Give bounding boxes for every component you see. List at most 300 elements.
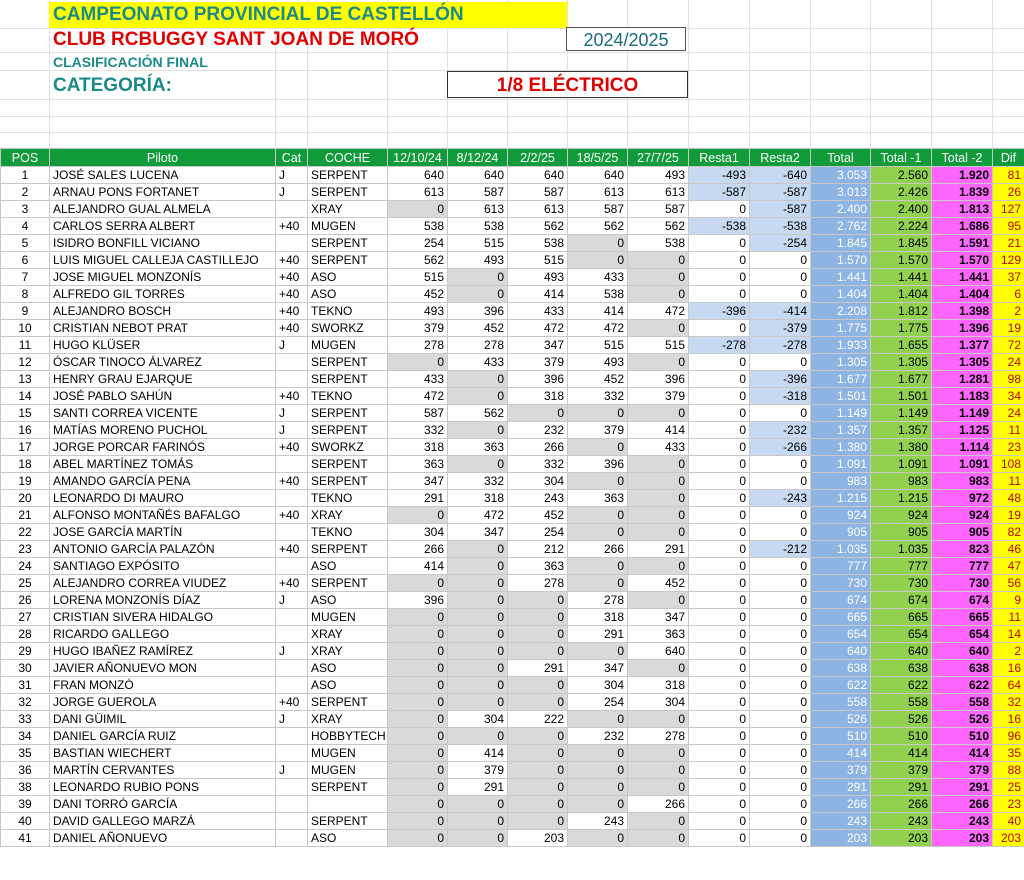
cell-resta2[interactable]: 0 bbox=[750, 745, 811, 762]
cell-total[interactable]: 640 bbox=[811, 643, 871, 660]
cell-total-1[interactable]: 2.400 bbox=[871, 201, 932, 218]
cell-race5[interactable]: 0 bbox=[628, 473, 689, 490]
cell-category[interactable]: J bbox=[276, 643, 308, 660]
cell-race5[interactable]: 515 bbox=[628, 337, 689, 354]
cell-total-2[interactable]: 1.398 bbox=[932, 303, 993, 320]
cell-race2[interactable]: 318 bbox=[448, 490, 508, 507]
cell-race1[interactable]: 493 bbox=[388, 303, 448, 320]
cell-resta2[interactable]: 0 bbox=[750, 507, 811, 524]
col-header-race4[interactable]: 18/5/25 bbox=[568, 149, 628, 167]
cell-race4[interactable]: 640 bbox=[568, 167, 628, 184]
cell-total[interactable]: 1.441 bbox=[811, 269, 871, 286]
cell-total-2[interactable]: 622 bbox=[932, 677, 993, 694]
cell-pilot-name[interactable]: ALFREDO GIL TORRES bbox=[50, 286, 276, 303]
cell-pos[interactable]: 39 bbox=[1, 796, 50, 813]
cell-race5[interactable]: 0 bbox=[628, 660, 689, 677]
cell-race3[interactable]: 232 bbox=[508, 422, 568, 439]
cell-pos[interactable]: 19 bbox=[1, 473, 50, 490]
cell-category[interactable] bbox=[276, 235, 308, 252]
cell-resta2[interactable]: 0 bbox=[750, 269, 811, 286]
cell-total[interactable]: 1.404 bbox=[811, 286, 871, 303]
cell-total[interactable]: 526 bbox=[811, 711, 871, 728]
cell-race5[interactable]: 0 bbox=[628, 456, 689, 473]
cell-race5[interactable]: 493 bbox=[628, 167, 689, 184]
cell-race2[interactable]: 396 bbox=[448, 303, 508, 320]
cell-car[interactable]: ASO bbox=[308, 558, 388, 575]
cell-pos[interactable]: 15 bbox=[1, 405, 50, 422]
cell-race1[interactable]: 0 bbox=[388, 626, 448, 643]
cell-car[interactable]: SERPENT bbox=[308, 779, 388, 796]
cell-car[interactable]: ASO bbox=[308, 269, 388, 286]
cell-total[interactable]: 291 bbox=[811, 779, 871, 796]
cell-category[interactable]: +40 bbox=[276, 286, 308, 303]
cell-race2[interactable]: 304 bbox=[448, 711, 508, 728]
cell-resta1[interactable]: 0 bbox=[689, 286, 750, 303]
cell-resta1[interactable]: 0 bbox=[689, 830, 750, 847]
cell-dif[interactable]: 19 bbox=[993, 320, 1024, 337]
cell-race4[interactable]: 515 bbox=[568, 337, 628, 354]
cell-total-1[interactable]: 2.560 bbox=[871, 167, 932, 184]
cell-car[interactable]: SERPENT bbox=[308, 813, 388, 830]
cell-race5[interactable]: 379 bbox=[628, 388, 689, 405]
cell-race3[interactable]: 0 bbox=[508, 405, 568, 422]
cell-race2[interactable]: 613 bbox=[448, 201, 508, 218]
cell-race4[interactable]: 562 bbox=[568, 218, 628, 235]
cell-race3[interactable]: 0 bbox=[508, 813, 568, 830]
cell-resta2[interactable]: -379 bbox=[750, 320, 811, 337]
cell-dif[interactable]: 6 bbox=[993, 286, 1024, 303]
cell-pos[interactable]: 5 bbox=[1, 235, 50, 252]
cell-race5[interactable]: 0 bbox=[628, 354, 689, 371]
cell-total-1[interactable]: 1.812 bbox=[871, 303, 932, 320]
cell-total[interactable]: 924 bbox=[811, 507, 871, 524]
cell-total-2[interactable]: 823 bbox=[932, 541, 993, 558]
cell-total-1[interactable]: 1.035 bbox=[871, 541, 932, 558]
cell-total-1[interactable]: 2.224 bbox=[871, 218, 932, 235]
cell-total-2[interactable]: 777 bbox=[932, 558, 993, 575]
cell-category[interactable] bbox=[276, 745, 308, 762]
cell-resta2[interactable]: -396 bbox=[750, 371, 811, 388]
cell-total-2[interactable]: 1.396 bbox=[932, 320, 993, 337]
cell-race5[interactable]: 452 bbox=[628, 575, 689, 592]
cell-race1[interactable]: 0 bbox=[388, 796, 448, 813]
cell-resta2[interactable]: 0 bbox=[750, 558, 811, 575]
cell-race1[interactable]: 0 bbox=[388, 745, 448, 762]
cell-pilot-name[interactable]: ABEL MARTÍNEZ TOMÁS bbox=[50, 456, 276, 473]
cell-total[interactable]: 1.933 bbox=[811, 337, 871, 354]
cell-pilot-name[interactable]: ANTONIO GARCÍA PALAZÓN bbox=[50, 541, 276, 558]
cell-race5[interactable]: 318 bbox=[628, 677, 689, 694]
cell-race1[interactable]: 0 bbox=[388, 507, 448, 524]
cell-race1[interactable]: 266 bbox=[388, 541, 448, 558]
cell-resta2[interactable]: -640 bbox=[750, 167, 811, 184]
cell-total-1[interactable]: 1.501 bbox=[871, 388, 932, 405]
cell-pilot-name[interactable]: ALEJANDRO BOSCH bbox=[50, 303, 276, 320]
cell-race1[interactable]: 304 bbox=[388, 524, 448, 541]
cell-pos[interactable]: 40 bbox=[1, 813, 50, 830]
cell-race3[interactable]: 0 bbox=[508, 643, 568, 660]
cell-race4[interactable]: 0 bbox=[568, 643, 628, 660]
cell-category[interactable]: +40 bbox=[276, 320, 308, 337]
cell-resta1[interactable]: 0 bbox=[689, 320, 750, 337]
cell-race2[interactable]: 278 bbox=[448, 337, 508, 354]
cell-total-1[interactable]: 291 bbox=[871, 779, 932, 796]
cell-pos[interactable]: 4 bbox=[1, 218, 50, 235]
cell-race4[interactable]: 291 bbox=[568, 626, 628, 643]
cell-race5[interactable]: 266 bbox=[628, 796, 689, 813]
cell-race4[interactable]: 0 bbox=[568, 830, 628, 847]
cell-total-1[interactable]: 622 bbox=[871, 677, 932, 694]
col-header-resta2[interactable]: Resta2 bbox=[750, 149, 811, 167]
cell-race1[interactable]: 0 bbox=[388, 660, 448, 677]
cell-race5[interactable]: 0 bbox=[628, 269, 689, 286]
cell-total-2[interactable]: 1.114 bbox=[932, 439, 993, 456]
cell-total[interactable]: 414 bbox=[811, 745, 871, 762]
cell-total-2[interactable]: 640 bbox=[932, 643, 993, 660]
cell-dif[interactable]: 11 bbox=[993, 473, 1024, 490]
cell-category[interactable]: +40 bbox=[276, 473, 308, 490]
cell-race3[interactable]: 396 bbox=[508, 371, 568, 388]
cell-car[interactable]: XRAY bbox=[308, 507, 388, 524]
cell-total[interactable]: 654 bbox=[811, 626, 871, 643]
cell-race2[interactable]: 0 bbox=[448, 371, 508, 388]
cell-total-2[interactable]: 1.686 bbox=[932, 218, 993, 235]
cell-resta1[interactable]: 0 bbox=[689, 541, 750, 558]
cell-race3[interactable]: 363 bbox=[508, 558, 568, 575]
cell-dif[interactable]: 98 bbox=[993, 371, 1024, 388]
cell-pos[interactable]: 28 bbox=[1, 626, 50, 643]
cell-dif[interactable]: 64 bbox=[993, 677, 1024, 694]
cell-total[interactable]: 1.380 bbox=[811, 439, 871, 456]
cell-pos[interactable]: 27 bbox=[1, 609, 50, 626]
cell-race5[interactable]: 0 bbox=[628, 813, 689, 830]
cell-race4[interactable]: 472 bbox=[568, 320, 628, 337]
cell-total-1[interactable]: 266 bbox=[871, 796, 932, 813]
cell-pos[interactable]: 31 bbox=[1, 677, 50, 694]
cell-category[interactable]: +40 bbox=[276, 252, 308, 269]
cell-race3[interactable]: 0 bbox=[508, 762, 568, 779]
cell-resta1[interactable]: 0 bbox=[689, 456, 750, 473]
cell-race1[interactable]: 0 bbox=[388, 677, 448, 694]
cell-total-2[interactable]: 1.839 bbox=[932, 184, 993, 201]
cell-race4[interactable]: 379 bbox=[568, 422, 628, 439]
cell-pilot-name[interactable]: HENRY GRAU EJARQUE bbox=[50, 371, 276, 388]
cell-dif[interactable]: 16 bbox=[993, 660, 1024, 677]
cell-race2[interactable]: 0 bbox=[448, 609, 508, 626]
cell-total-2[interactable]: 1.149 bbox=[932, 405, 993, 422]
cell-resta1[interactable]: 0 bbox=[689, 354, 750, 371]
cell-race1[interactable]: 254 bbox=[388, 235, 448, 252]
cell-pos[interactable]: 22 bbox=[1, 524, 50, 541]
cell-category[interactable]: J bbox=[276, 711, 308, 728]
cell-dif[interactable]: 24 bbox=[993, 405, 1024, 422]
cell-category[interactable]: J bbox=[276, 405, 308, 422]
cell-total-2[interactable]: 674 bbox=[932, 592, 993, 609]
cell-pilot-name[interactable]: AMANDO GARCÍA PENA bbox=[50, 473, 276, 490]
cell-dif[interactable]: 48 bbox=[993, 490, 1024, 507]
cell-resta2[interactable]: 0 bbox=[750, 405, 811, 422]
cell-race3[interactable]: 278 bbox=[508, 575, 568, 592]
cell-race5[interactable]: 347 bbox=[628, 609, 689, 626]
cell-pos[interactable]: 24 bbox=[1, 558, 50, 575]
cell-race3[interactable]: 433 bbox=[508, 303, 568, 320]
cell-car[interactable]: ASO bbox=[308, 830, 388, 847]
cell-race3[interactable]: 0 bbox=[508, 779, 568, 796]
cell-resta1[interactable]: 0 bbox=[689, 201, 750, 218]
cell-total-2[interactable]: 1.377 bbox=[932, 337, 993, 354]
cell-race3[interactable]: 266 bbox=[508, 439, 568, 456]
col-header-piloto[interactable]: Piloto bbox=[50, 149, 276, 167]
cell-race2[interactable]: 0 bbox=[448, 728, 508, 745]
cell-race3[interactable]: 212 bbox=[508, 541, 568, 558]
cell-pos[interactable]: 13 bbox=[1, 371, 50, 388]
cell-dif[interactable]: 25 bbox=[993, 779, 1024, 796]
cell-category[interactable]: J bbox=[276, 422, 308, 439]
cell-total[interactable]: 1.305 bbox=[811, 354, 871, 371]
col-header-race1[interactable]: 12/10/24 bbox=[388, 149, 448, 167]
cell-category[interactable] bbox=[276, 677, 308, 694]
cell-race2[interactable]: 0 bbox=[448, 677, 508, 694]
cell-total-2[interactable]: 1.281 bbox=[932, 371, 993, 388]
cell-dif[interactable]: 88 bbox=[993, 762, 1024, 779]
cell-car[interactable]: SERPENT bbox=[308, 167, 388, 184]
cell-resta1[interactable]: 0 bbox=[689, 575, 750, 592]
cell-car[interactable]: SERPENT bbox=[308, 575, 388, 592]
cell-pos[interactable]: 3 bbox=[1, 201, 50, 218]
col-header-race3[interactable]: 2/2/25 bbox=[508, 149, 568, 167]
cell-race4[interactable]: 0 bbox=[568, 252, 628, 269]
cell-race3[interactable]: 587 bbox=[508, 184, 568, 201]
cell-category[interactable] bbox=[276, 558, 308, 575]
cell-dif[interactable]: 14 bbox=[993, 626, 1024, 643]
cell-pilot-name[interactable]: JORGE GUEROLA bbox=[50, 694, 276, 711]
cell-pilot-name[interactable]: RICARDO GALLEGO bbox=[50, 626, 276, 643]
cell-dif[interactable]: 11 bbox=[993, 422, 1024, 439]
cell-pilot-name[interactable]: LEONARDO DI MAURO bbox=[50, 490, 276, 507]
cell-category[interactable] bbox=[276, 371, 308, 388]
cell-resta1[interactable]: 0 bbox=[689, 507, 750, 524]
cell-race1[interactable]: 318 bbox=[388, 439, 448, 456]
cell-category[interactable] bbox=[276, 626, 308, 643]
cell-resta1[interactable]: -538 bbox=[689, 218, 750, 235]
cell-race5[interactable]: 562 bbox=[628, 218, 689, 235]
cell-category[interactable] bbox=[276, 660, 308, 677]
cell-race4[interactable]: 0 bbox=[568, 575, 628, 592]
cell-dif[interactable]: 72 bbox=[993, 337, 1024, 354]
cell-resta2[interactable]: 0 bbox=[750, 592, 811, 609]
cell-total-2[interactable]: 379 bbox=[932, 762, 993, 779]
cell-resta2[interactable]: 0 bbox=[750, 694, 811, 711]
cell-race3[interactable]: 0 bbox=[508, 677, 568, 694]
cell-race5[interactable]: 0 bbox=[628, 762, 689, 779]
cell-pilot-name[interactable]: DANI TORRÓ GARCÍA bbox=[50, 796, 276, 813]
cell-car[interactable]: MUGEN bbox=[308, 337, 388, 354]
cell-race3[interactable]: 472 bbox=[508, 320, 568, 337]
cell-total[interactable]: 1.091 bbox=[811, 456, 871, 473]
cell-resta2[interactable]: 0 bbox=[750, 575, 811, 592]
cell-pilot-name[interactable]: ÓSCAR TINOCO ÁLVAREZ bbox=[50, 354, 276, 371]
cell-race3[interactable]: 0 bbox=[508, 796, 568, 813]
cell-race3[interactable]: 613 bbox=[508, 201, 568, 218]
cell-race5[interactable]: 291 bbox=[628, 541, 689, 558]
cell-resta1[interactable]: 0 bbox=[689, 524, 750, 541]
cell-race4[interactable]: 232 bbox=[568, 728, 628, 745]
cell-race1[interactable]: 0 bbox=[388, 813, 448, 830]
cell-race5[interactable]: 0 bbox=[628, 405, 689, 422]
cell-total[interactable]: 558 bbox=[811, 694, 871, 711]
cell-race3[interactable]: 562 bbox=[508, 218, 568, 235]
cell-pilot-name[interactable]: JAVIER AÑONUEVO MON bbox=[50, 660, 276, 677]
cell-race5[interactable]: 0 bbox=[628, 252, 689, 269]
cell-resta2[interactable]: -318 bbox=[750, 388, 811, 405]
cell-total[interactable]: 730 bbox=[811, 575, 871, 592]
cell-resta1[interactable]: 0 bbox=[689, 626, 750, 643]
cell-pos[interactable]: 38 bbox=[1, 779, 50, 796]
cell-total[interactable]: 1.570 bbox=[811, 252, 871, 269]
cell-car[interactable]: SERPENT bbox=[308, 456, 388, 473]
cell-race4[interactable]: 0 bbox=[568, 524, 628, 541]
cell-dif[interactable]: 23 bbox=[993, 439, 1024, 456]
cell-race4[interactable]: 613 bbox=[568, 184, 628, 201]
cell-category[interactable]: +40 bbox=[276, 541, 308, 558]
cell-race4[interactable]: 414 bbox=[568, 303, 628, 320]
col-header-race5[interactable]: 27/7/25 bbox=[628, 149, 689, 167]
cell-pilot-name[interactable]: ALEJANDRO CORREA VIUDEZ bbox=[50, 575, 276, 592]
cell-total-2[interactable]: 1.920 bbox=[932, 167, 993, 184]
cell-race1[interactable]: 379 bbox=[388, 320, 448, 337]
cell-resta1[interactable]: -396 bbox=[689, 303, 750, 320]
cell-total-2[interactable]: 266 bbox=[932, 796, 993, 813]
cell-race2[interactable]: 363 bbox=[448, 439, 508, 456]
cell-total-1[interactable]: 2.426 bbox=[871, 184, 932, 201]
cell-car[interactable]: SERPENT bbox=[308, 184, 388, 201]
cell-race2[interactable]: 414 bbox=[448, 745, 508, 762]
cell-dif[interactable]: 82 bbox=[993, 524, 1024, 541]
cell-resta2[interactable]: -587 bbox=[750, 184, 811, 201]
cell-race1[interactable]: 0 bbox=[388, 694, 448, 711]
cell-race5[interactable]: 363 bbox=[628, 626, 689, 643]
cell-total-1[interactable]: 203 bbox=[871, 830, 932, 847]
cell-resta2[interactable]: -278 bbox=[750, 337, 811, 354]
cell-race2[interactable]: 0 bbox=[448, 541, 508, 558]
cell-total-2[interactable]: 1.305 bbox=[932, 354, 993, 371]
cell-total-1[interactable]: 654 bbox=[871, 626, 932, 643]
cell-pilot-name[interactable]: LORENA MONZONÍS DÍAZ bbox=[50, 592, 276, 609]
cell-total[interactable]: 1.501 bbox=[811, 388, 871, 405]
cell-resta2[interactable]: -212 bbox=[750, 541, 811, 558]
cell-car[interactable]: MUGEN bbox=[308, 218, 388, 235]
cell-race3[interactable]: 318 bbox=[508, 388, 568, 405]
cell-resta2[interactable]: -254 bbox=[750, 235, 811, 252]
cell-dif[interactable]: 127 bbox=[993, 201, 1024, 218]
cell-race4[interactable]: 363 bbox=[568, 490, 628, 507]
cell-pos[interactable]: 25 bbox=[1, 575, 50, 592]
cell-race2[interactable]: 0 bbox=[448, 813, 508, 830]
cell-race2[interactable]: 0 bbox=[448, 694, 508, 711]
cell-pilot-name[interactable]: CARLOS SERRA ALBERT bbox=[50, 218, 276, 235]
cell-resta2[interactable]: 0 bbox=[750, 830, 811, 847]
cell-pilot-name[interactable]: MARTÍN CERVANTES bbox=[50, 762, 276, 779]
cell-race2[interactable]: 562 bbox=[448, 405, 508, 422]
cell-race3[interactable]: 332 bbox=[508, 456, 568, 473]
cell-car[interactable]: MUGEN bbox=[308, 745, 388, 762]
cell-total-1[interactable]: 730 bbox=[871, 575, 932, 592]
cell-total[interactable]: 983 bbox=[811, 473, 871, 490]
cell-race2[interactable]: 379 bbox=[448, 762, 508, 779]
cell-resta1[interactable]: 0 bbox=[689, 779, 750, 796]
cell-pilot-name[interactable]: JOSÉ SALES LUCENA bbox=[50, 167, 276, 184]
cell-race3[interactable]: 379 bbox=[508, 354, 568, 371]
cell-race4[interactable]: 0 bbox=[568, 711, 628, 728]
cell-race2[interactable]: 640 bbox=[448, 167, 508, 184]
cell-race2[interactable]: 291 bbox=[448, 779, 508, 796]
cell-resta2[interactable]: 0 bbox=[750, 252, 811, 269]
cell-total-2[interactable]: 1.441 bbox=[932, 269, 993, 286]
cell-category[interactable]: J bbox=[276, 184, 308, 201]
cell-dif[interactable]: 47 bbox=[993, 558, 1024, 575]
cell-total[interactable]: 379 bbox=[811, 762, 871, 779]
cell-category[interactable]: +40 bbox=[276, 507, 308, 524]
cell-resta1[interactable]: 0 bbox=[689, 660, 750, 677]
cell-total-1[interactable]: 1.357 bbox=[871, 422, 932, 439]
cell-race1[interactable]: 613 bbox=[388, 184, 448, 201]
cell-category[interactable]: J bbox=[276, 337, 308, 354]
cell-race2[interactable]: 433 bbox=[448, 354, 508, 371]
cell-pos[interactable]: 26 bbox=[1, 592, 50, 609]
cell-total-2[interactable]: 243 bbox=[932, 813, 993, 830]
cell-race4[interactable]: 396 bbox=[568, 456, 628, 473]
cell-total-1[interactable]: 1.570 bbox=[871, 252, 932, 269]
col-header-cat[interactable]: Cat bbox=[276, 149, 308, 167]
cell-race3[interactable]: 538 bbox=[508, 235, 568, 252]
cell-race5[interactable]: 0 bbox=[628, 524, 689, 541]
cell-total-1[interactable]: 924 bbox=[871, 507, 932, 524]
cell-race1[interactable]: 278 bbox=[388, 337, 448, 354]
cell-pilot-name[interactable]: DAVID GALLEGO MARZÁ bbox=[50, 813, 276, 830]
cell-race2[interactable]: 0 bbox=[448, 592, 508, 609]
cell-total-1[interactable]: 1.655 bbox=[871, 337, 932, 354]
cell-total[interactable]: 1.845 bbox=[811, 235, 871, 252]
cell-total-1[interactable]: 414 bbox=[871, 745, 932, 762]
cell-car[interactable]: SERPENT bbox=[308, 252, 388, 269]
cell-race1[interactable]: 0 bbox=[388, 728, 448, 745]
cell-resta2[interactable]: -538 bbox=[750, 218, 811, 235]
cell-dif[interactable]: 203 bbox=[993, 830, 1024, 847]
cell-race1[interactable]: 472 bbox=[388, 388, 448, 405]
cell-resta1[interactable]: 0 bbox=[689, 439, 750, 456]
cell-resta2[interactable]: 0 bbox=[750, 626, 811, 643]
cell-total-1[interactable]: 638 bbox=[871, 660, 932, 677]
cell-resta2[interactable]: 0 bbox=[750, 728, 811, 745]
cell-pos[interactable]: 9 bbox=[1, 303, 50, 320]
cell-race5[interactable]: 0 bbox=[628, 592, 689, 609]
cell-resta2[interactable]: 0 bbox=[750, 779, 811, 796]
cell-race5[interactable]: 0 bbox=[628, 779, 689, 796]
cell-total-1[interactable]: 674 bbox=[871, 592, 932, 609]
cell-race2[interactable]: 452 bbox=[448, 320, 508, 337]
cell-race5[interactable]: 304 bbox=[628, 694, 689, 711]
cell-car[interactable]: TEKNO bbox=[308, 303, 388, 320]
cell-resta1[interactable]: 0 bbox=[689, 745, 750, 762]
cell-total-1[interactable]: 1.441 bbox=[871, 269, 932, 286]
cell-resta2[interactable]: -243 bbox=[750, 490, 811, 507]
cell-race4[interactable]: 493 bbox=[568, 354, 628, 371]
cell-category[interactable] bbox=[276, 201, 308, 218]
cell-resta2[interactable]: 0 bbox=[750, 813, 811, 830]
cell-race4[interactable]: 332 bbox=[568, 388, 628, 405]
cell-pos[interactable]: 17 bbox=[1, 439, 50, 456]
cell-race5[interactable]: 0 bbox=[628, 558, 689, 575]
